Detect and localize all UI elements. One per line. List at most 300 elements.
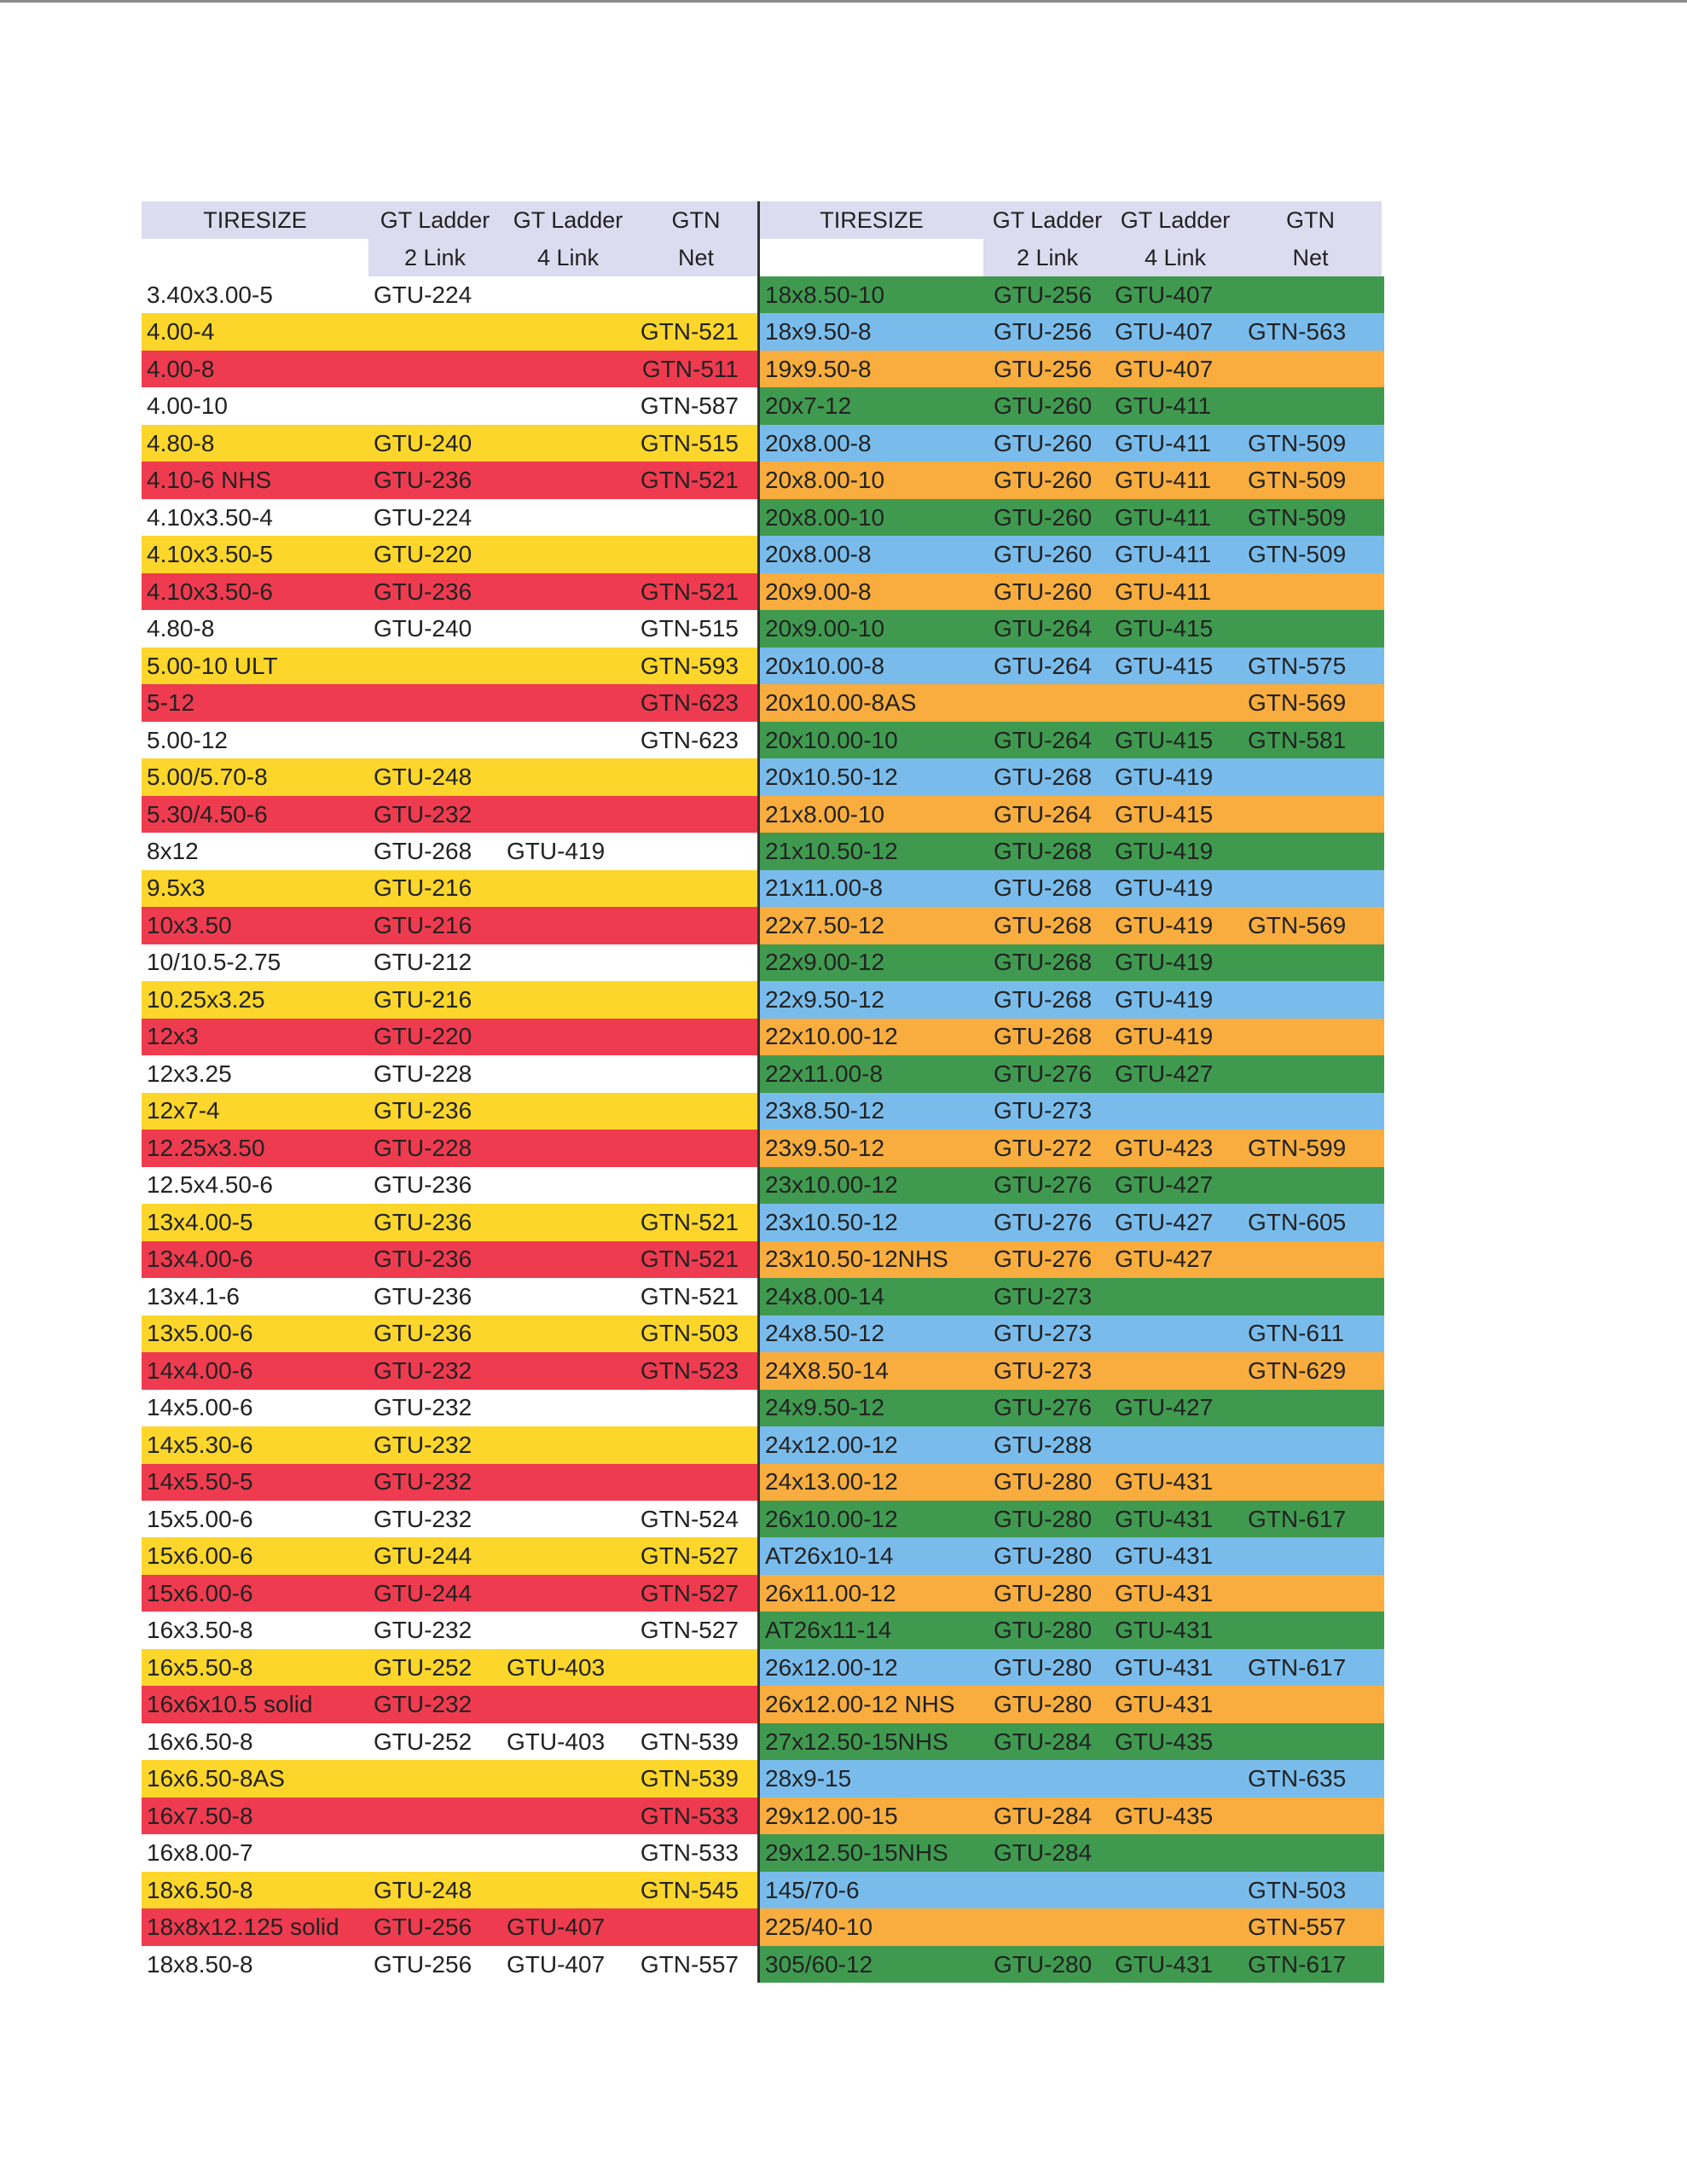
link2-cell: GTU-268	[994, 1023, 1093, 1050]
tiresize-cell: 26x11.00-12	[765, 1579, 896, 1606]
right-table	[757, 201, 1384, 1983]
link2-cell: GTU-232	[374, 1505, 472, 1532]
left-table-header	[142, 201, 757, 276]
tiresize-cell: 23x10.00-12	[765, 1171, 898, 1199]
table-row	[142, 1278, 757, 1315]
link4-cell: GTU-411	[1115, 541, 1212, 568]
link4-cell: GTU-411	[1115, 392, 1212, 420]
table-row	[760, 833, 1384, 869]
tiresize-cell: 20x9.00-8	[765, 578, 872, 605]
link2-cell: GTU-236	[374, 1282, 472, 1310]
link4-cell: GTU-403	[507, 1653, 606, 1681]
tiresize-cell: 22x9.00-12	[765, 949, 885, 976]
table-row	[142, 1798, 757, 1834]
tiresize-cell: 24x13.00-12	[765, 1468, 898, 1496]
net-cell: GTN-527	[640, 1542, 739, 1570]
table-row	[760, 536, 1384, 572]
table-row	[760, 1908, 1384, 1945]
left-table	[142, 201, 757, 1983]
link2-cell: GTU-256	[994, 318, 1093, 346]
link4-cell: GTU-431	[1115, 1653, 1214, 1681]
tiresize-cell: 225/40-10	[765, 1914, 873, 1941]
net-cell: GTN-569	[1248, 911, 1347, 938]
net-cell: GTN-617	[1248, 1653, 1347, 1681]
table-row	[142, 1501, 757, 1537]
link4-header-bottom: 4 Link	[501, 239, 635, 276]
net-cell: GTN-623	[640, 726, 739, 753]
link2-cell: GTU-236	[374, 578, 472, 605]
link2-cell: GTU-268	[994, 838, 1093, 864]
tiresize-cell: 5.30/4.50-6	[147, 800, 268, 828]
link2-cell: GTU-216	[374, 874, 472, 902]
tiresize-cell: 22x10.00-12	[765, 1023, 898, 1050]
table-row	[142, 796, 757, 833]
tiresize-cell: 23x9.50-12	[765, 1134, 885, 1161]
net-cell: GTN-521	[640, 578, 739, 605]
tiresize-cell: 26x10.00-12	[765, 1505, 898, 1532]
link2-cell: GTU-236	[374, 1097, 472, 1124]
tiresize-cell: 14x5.50-5	[147, 1468, 253, 1496]
tiresize-cell: 13x4.00-6	[147, 1246, 253, 1273]
link2-header-bottom: 2 Link	[368, 239, 501, 276]
link4-cell: GTU-435	[1115, 1728, 1214, 1755]
link2-header-bottom: 2 Link	[983, 239, 1111, 276]
net-cell: GTN-635	[1248, 1765, 1347, 1792]
link2-cell: GTU-276	[994, 1394, 1093, 1421]
tiresize-header-label: TIRESIZE	[142, 201, 368, 239]
table-row	[760, 1241, 1384, 1278]
table-row	[142, 1537, 757, 1574]
link4-cell: GTU-419	[507, 838, 606, 864]
tiresize-cell: 20x8.00-8	[765, 541, 872, 568]
tiresize-cell: 21x11.00-8	[765, 874, 884, 902]
link2-cell: GTU-280	[994, 1542, 1093, 1570]
table-row	[760, 1352, 1384, 1389]
tiresize-cell: 20x10.00-10	[765, 726, 898, 753]
tiresize-cell: 20x8.00-10	[765, 503, 885, 531]
tiresize-cell: 24x9.50-12	[765, 1394, 885, 1421]
tiresize-cell: 18x9.50-8	[765, 318, 872, 346]
link2-cell: GTU-244	[374, 1542, 472, 1570]
table-row	[142, 1093, 757, 1130]
net-cell: GTN-611	[1248, 1320, 1345, 1347]
tiresize-cell: 22x11.00-8	[765, 1060, 884, 1087]
link2-cell: GTU-232	[374, 1394, 472, 1421]
tiresize-cell: 8x12	[147, 838, 199, 864]
link2-cell: GTU-216	[374, 985, 472, 1013]
table-row	[142, 1575, 757, 1612]
tiresize-cell: 16x6.50-8	[147, 1728, 253, 1755]
table-row	[760, 462, 1384, 498]
table-row	[142, 1723, 757, 1760]
table-row	[142, 758, 757, 795]
link2-cell: GTU-272	[994, 1134, 1093, 1161]
link2-header	[368, 201, 501, 276]
link4-cell: GTU-431	[1115, 1617, 1214, 1644]
link2-cell: GTU-260	[994, 541, 1093, 568]
net-header-top: GTN	[635, 201, 757, 239]
link2-cell: GTU-224	[374, 503, 472, 531]
link2-cell: GTU-284	[994, 1728, 1093, 1755]
link4-cell: GTU-427	[1115, 1208, 1214, 1235]
table-row	[142, 1055, 757, 1092]
tiresize-cell: 14x5.00-6	[147, 1394, 253, 1421]
table-row	[760, 387, 1384, 424]
tiresize-cell: 22x7.50-12	[765, 911, 885, 938]
link2-cell: GTU-248	[374, 1876, 472, 1903]
link2-cell: GTU-232	[374, 1356, 472, 1384]
link4-cell: GTU-407	[1115, 318, 1214, 346]
tiresize-cell: 23x10.50-12	[765, 1208, 898, 1235]
link4-cell: GTU-419	[1115, 838, 1214, 864]
link2-cell: GTU-273	[994, 1282, 1093, 1310]
link4-cell: GTU-431	[1115, 1579, 1214, 1606]
tiresize-cell: 10.25x3.25	[147, 985, 265, 1013]
net-cell: GTN-521	[640, 318, 739, 346]
link4-cell: GTU-407	[1115, 355, 1214, 382]
tiresize-cell: 26x12.00-12 NHS	[765, 1691, 955, 1718]
link2-cell: GTU-232	[374, 1617, 472, 1644]
left-table-body	[142, 276, 757, 1983]
link2-cell: GTU-284	[994, 1802, 1093, 1829]
net-cell: GTN-557	[1248, 1914, 1347, 1941]
tiresize-cell: 12x7-4	[147, 1097, 220, 1124]
table-row	[760, 1501, 1384, 1537]
tiresize-cell: 27x12.50-15NHS	[765, 1728, 948, 1755]
table-row	[142, 610, 757, 647]
table-row	[760, 573, 1384, 610]
table-row	[760, 1760, 1384, 1797]
table-row	[142, 1834, 757, 1871]
link4-cell: GTU-431	[1115, 1950, 1214, 1978]
table-row	[760, 684, 1384, 721]
net-cell: GTN-521	[640, 467, 739, 494]
tiresize-cell: 16x7.50-8	[147, 1802, 253, 1829]
link2-cell: GTU-260	[994, 503, 1093, 531]
table-row	[142, 1946, 757, 1983]
link2-header	[983, 201, 1111, 276]
link2-cell: GTU-280	[994, 1653, 1093, 1681]
link2-header-top: GT Ladder	[983, 201, 1111, 239]
table-row	[760, 1390, 1384, 1426]
net-cell: GTN-539	[640, 1765, 739, 1792]
table-row	[142, 1167, 757, 1204]
link2-cell: GTU-280	[994, 1617, 1093, 1644]
link4-cell: GTU-419	[1115, 874, 1214, 902]
tiresize-cell: 16x6x10.5 solid	[147, 1691, 313, 1718]
link4-header-top: GT Ladder	[501, 201, 635, 239]
table-row	[142, 981, 757, 1018]
tiresize-cell: 20x10.50-12	[765, 764, 898, 791]
tiresize-cell: 12x3	[147, 1023, 199, 1050]
net-cell: GTN-521	[640, 1246, 739, 1273]
tiresize-cell: 4.00-8	[147, 355, 215, 382]
tiresize-header	[142, 201, 368, 276]
tiresize-cell: 4.10x3.50-6	[147, 578, 273, 605]
link4-cell: GTU-435	[1115, 1802, 1214, 1829]
link2-cell: GTU-268	[994, 985, 1093, 1013]
link2-cell: GTU-232	[374, 1691, 472, 1718]
link2-cell: GTU-273	[994, 1356, 1093, 1384]
table-row	[760, 1798, 1384, 1834]
net-cell: GTN-587	[640, 392, 739, 420]
link2-cell: GTU-256	[994, 281, 1093, 308]
net-cell: GTN-521	[640, 1208, 739, 1235]
link4-cell: GTU-407	[1115, 281, 1214, 308]
table-row	[142, 313, 757, 350]
link2-cell: GTU-236	[374, 1246, 472, 1273]
table-row	[142, 944, 757, 981]
table-row	[760, 1872, 1384, 1908]
link2-cell: GTU-236	[374, 1208, 472, 1235]
table-row	[760, 1464, 1384, 1501]
tiresize-cell: 13x5.00-6	[147, 1320, 253, 1347]
table-row	[760, 313, 1384, 350]
table-row	[760, 944, 1384, 981]
table-row	[142, 1686, 757, 1722]
tiresize-cell: 16x8.00-7	[147, 1839, 253, 1867]
link2-cell: GTU-240	[374, 429, 472, 456]
table-row	[142, 387, 757, 424]
link2-cell: GTU-224	[374, 281, 472, 308]
link4-cell: GTU-431	[1115, 1542, 1214, 1570]
table-row	[142, 1204, 757, 1240]
tiresize-cell: 29x12.50-15NHS	[765, 1839, 948, 1867]
link2-cell: GTU-220	[374, 541, 472, 568]
tiresize-cell: 4.80-8	[147, 615, 215, 642]
net-header-bottom: Net	[1239, 239, 1382, 276]
net-header	[1239, 201, 1382, 276]
table-row	[142, 351, 757, 387]
table-row	[142, 1241, 757, 1278]
net-header	[635, 201, 757, 276]
link2-cell: GTU-236	[374, 1171, 472, 1199]
table-row	[760, 1130, 1384, 1166]
tiresize-cell: 4.00-10	[147, 392, 228, 420]
link2-cell: GTU-273	[994, 1320, 1093, 1347]
link4-cell: GTU-419	[1115, 949, 1214, 976]
link4-cell: GTU-419	[1115, 1023, 1214, 1050]
link2-cell: GTU-228	[374, 1134, 472, 1161]
table-row	[760, 907, 1384, 944]
link2-cell: GTU-232	[374, 1431, 472, 1458]
link4-header	[501, 201, 635, 276]
link2-cell: GTU-240	[374, 615, 472, 642]
net-cell: GTN-503	[1248, 1876, 1347, 1903]
tiresize-cell: 16x6.50-8AS	[147, 1765, 285, 1792]
table-row	[760, 1167, 1384, 1204]
link2-cell: GTU-252	[374, 1653, 472, 1681]
net-cell: GTN-545	[640, 1876, 739, 1903]
table-row	[142, 1908, 757, 1945]
net-cell: GTN-593	[640, 652, 739, 679]
tiresize-cell: 26x12.00-12	[765, 1653, 898, 1681]
link2-header-top: GT Ladder	[368, 201, 501, 239]
table-row	[142, 1019, 757, 1055]
link4-cell: GTU-431	[1115, 1505, 1214, 1532]
link4-cell: GTU-411	[1115, 503, 1212, 531]
table-row	[760, 610, 1384, 647]
table-row	[760, 1093, 1384, 1130]
tiresize-cell: 12.5x4.50-6	[147, 1171, 273, 1199]
table-row	[760, 1612, 1384, 1648]
net-cell: GTN-623	[640, 689, 739, 717]
link2-cell: GTU-244	[374, 1579, 472, 1606]
link2-cell: GTU-268	[994, 949, 1093, 976]
table-row	[760, 1537, 1384, 1574]
link4-cell: GTU-427	[1115, 1060, 1214, 1087]
link4-cell: GTU-415	[1115, 652, 1214, 679]
link2-cell: GTU-280	[994, 1691, 1093, 1718]
link2-cell: GTU-276	[994, 1060, 1093, 1087]
table-row	[142, 1130, 757, 1166]
link4-cell: GTU-411	[1115, 429, 1212, 456]
table-row	[760, 425, 1384, 462]
table-row	[760, 1019, 1384, 1055]
tiresize-cell: 10x3.50	[147, 911, 232, 938]
link4-cell: GTU-419	[1115, 985, 1214, 1013]
table-row	[142, 1352, 757, 1389]
link2-cell: GTU-236	[374, 1320, 472, 1347]
net-cell: GTN-581	[1248, 726, 1347, 753]
link4-cell: GTU-415	[1115, 615, 1214, 642]
net-cell: GTN-527	[640, 1617, 739, 1644]
table-row	[760, 758, 1384, 795]
tiresize-cell: 15x6.00-6	[147, 1542, 253, 1570]
table-row	[760, 499, 1384, 536]
link4-cell: GTU-407	[507, 1914, 606, 1941]
tiresize-cell: 5.00/5.70-8	[147, 764, 268, 791]
tiresize-cell: 4.80-8	[147, 429, 215, 456]
tiresize-cell: 3.40x3.00-5	[147, 281, 273, 308]
net-cell: GTN-509	[1248, 541, 1347, 568]
tiresize-cell: 16x5.50-8	[147, 1653, 253, 1681]
net-cell: GTN-533	[640, 1802, 739, 1829]
table-row	[760, 648, 1384, 684]
link2-cell: GTU-280	[994, 1505, 1093, 1532]
tiresize-cell: 14x5.30-6	[147, 1431, 253, 1458]
link4-cell: GTU-415	[1115, 800, 1214, 828]
tiresize-cell: 24x8.00-14	[765, 1282, 885, 1310]
link2-cell: GTU-284	[994, 1839, 1093, 1867]
net-cell: GTN-629	[1248, 1356, 1347, 1384]
scan-edge-line	[0, 0, 1687, 3]
link4-cell: GTU-427	[1115, 1394, 1214, 1421]
tiresize-cell: 5.00-12	[147, 726, 228, 753]
link2-cell: GTU-268	[994, 874, 1093, 902]
tiresize-cell: 145/70-6	[765, 1876, 860, 1903]
link2-cell: GTU-273	[994, 1097, 1093, 1124]
tiresize-cell: 22x9.50-12	[765, 985, 885, 1013]
link2-cell: GTU-228	[374, 1060, 472, 1087]
net-cell: GTN-515	[640, 615, 739, 642]
link4-cell: GTU-403	[507, 1728, 606, 1755]
link4-cell: GTU-431	[1115, 1691, 1214, 1718]
table-row	[760, 1686, 1384, 1722]
net-cell: GTN-511	[641, 355, 739, 382]
tiresize-cell: 20x8.00-8	[765, 429, 872, 456]
link4-cell: GTU-415	[1115, 726, 1214, 753]
link4-cell: GTU-427	[1115, 1246, 1214, 1273]
tiresize-cell: 20x9.00-10	[765, 615, 885, 642]
net-cell: GTN-533	[640, 1839, 739, 1867]
table-row	[760, 1055, 1384, 1092]
tiresize-cell: 4.10-6 NHS	[147, 467, 272, 494]
tiresize-cell: 15x5.00-6	[147, 1505, 253, 1532]
table-row	[142, 573, 757, 610]
link2-cell: GTU-216	[374, 911, 472, 938]
link2-cell: GTU-268	[994, 911, 1093, 938]
table-row	[142, 833, 757, 869]
tiresize-cell: 4.10x3.50-5	[147, 541, 273, 568]
table-row	[760, 1834, 1384, 1871]
table-row	[142, 462, 757, 498]
link4-header-top: GT Ladder	[1111, 201, 1239, 239]
tiresize-cell: 16x3.50-8	[147, 1617, 253, 1644]
right-table-body	[760, 276, 1384, 1983]
table-row	[142, 1316, 757, 1352]
tiresize-cell: 24x12.00-12	[765, 1431, 898, 1458]
net-cell: GTN-569	[1248, 689, 1347, 717]
table-row	[142, 425, 757, 462]
table-row	[142, 536, 757, 572]
net-cell: GTN-515	[640, 429, 739, 456]
table-row	[760, 796, 1384, 833]
tiresize-cell: 13x4.1-6	[147, 1282, 240, 1310]
table-row	[760, 722, 1384, 758]
tiresize-cell: 18x6.50-8	[147, 1876, 253, 1903]
link4-header-bottom: 4 Link	[1111, 239, 1239, 276]
link2-cell: GTU-280	[994, 1950, 1093, 1978]
table-row	[142, 499, 757, 536]
table-row	[142, 1612, 757, 1648]
link2-cell: GTU-264	[994, 615, 1093, 642]
net-cell: GTN-617	[1248, 1950, 1347, 1978]
tiresize-cell: 4.10x3.50-4	[147, 503, 273, 531]
link4-cell: GTU-411	[1115, 578, 1212, 605]
net-cell: GTN-521	[640, 1282, 739, 1310]
net-cell: GTN-523	[640, 1356, 739, 1384]
net-cell: GTN-617	[1248, 1505, 1347, 1532]
table-row	[142, 722, 757, 758]
tiresize-cell: 13x4.00-5	[147, 1208, 253, 1235]
table-row	[142, 907, 757, 944]
tiresize-cell: 28x9-15	[765, 1765, 852, 1792]
tiresize-cell: 20x10.00-8	[765, 652, 885, 679]
tiresize-cell: 12.25x3.50	[147, 1134, 265, 1161]
tiresize-cell: 12x3.25	[147, 1060, 232, 1087]
link2-cell: GTU-232	[374, 800, 472, 828]
link2-cell: GTU-280	[994, 1579, 1093, 1606]
table-row	[760, 351, 1384, 387]
table-row	[760, 981, 1384, 1018]
tiresize-cell: 14x4.00-6	[147, 1356, 253, 1384]
tiresize-header	[760, 201, 983, 276]
table-row	[760, 1278, 1384, 1315]
link2-cell: GTU-248	[374, 764, 472, 791]
tiresize-cell: 23x8.50-12	[765, 1097, 885, 1124]
net-cell: GTN-539	[640, 1728, 739, 1755]
link2-cell: GTU-232	[374, 1468, 472, 1496]
table-row	[142, 648, 757, 684]
net-cell: GTN-527	[640, 1579, 739, 1606]
tiresize-cell: 24x8.50-12	[765, 1320, 885, 1347]
tiresize-cell: 20x7-12	[765, 392, 852, 420]
table-row	[760, 1723, 1384, 1760]
tiresize-header-blank	[142, 239, 368, 276]
link4-cell: GTU-431	[1115, 1468, 1214, 1496]
table-row	[142, 1872, 757, 1908]
